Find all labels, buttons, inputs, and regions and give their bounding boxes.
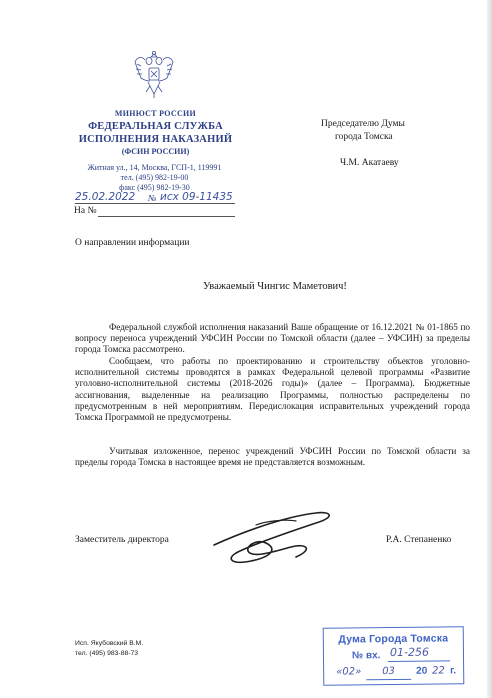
stamp-month-underline	[366, 679, 411, 680]
stamp-day: «02»	[336, 666, 362, 678]
sender-phone: тел. (495) 982-19-00	[120, 173, 189, 182]
salutation: Уважаемый Чингис Маметович!	[203, 281, 347, 292]
signatory-title: Заместитель директора	[75, 535, 169, 545]
letter-subject: О направлении информации	[75, 238, 190, 248]
recipient-name: Ч.М. Акатаеву	[340, 158, 399, 168]
body-paragraph-2: Сообщаем, что работы по проектированию и строительству объектов уголовно-исполнительной системы проводятся в рамках Федеральной целевой программы «Развитие уголовно-исполнительной системы (2018-2026 годы)» (далее – Программа). Бюджетные ассигнования, выделенные на реализацию Программы, полностью распределены по предусмотренным в ней мероприятиям. Передислокация исправительных учреждений города Томска Программой не предусмотрены.	[75, 356, 470, 423]
stamp-year-suffix: 22	[432, 665, 445, 677]
handwritten-signature	[196, 505, 346, 570]
reference-number-underline	[98, 216, 235, 217]
stamp-date	[336, 665, 461, 678]
stamp-title: Дума Города Томска	[338, 632, 449, 646]
body-paragraph-3: Учитывая изложенное, перенос учреждений УФСИН России по Томской области за пределы города Томска в настоящее время не представляется возможным.	[75, 446, 470, 468]
service-abbreviation: (ФСИН РОССИИ)	[121, 147, 190, 156]
reference-number-label: На №	[74, 206, 97, 216]
stamp-number-label: № вх.	[351, 650, 381, 662]
service-name-line2: ИСПОЛНЕНИЯ НАКАЗАНИЙ	[78, 134, 233, 145]
date-number-underline	[75, 203, 235, 204]
recipient-position: Председателю Думы	[321, 119, 405, 129]
scan-edge-shadow	[487, 0, 492, 698]
stamp-year-abbrev: г.	[450, 665, 457, 677]
ministry-name: МИНЮСТ РОССИИ	[114, 109, 197, 118]
executor-phone: тел. (495) 983-88-73	[75, 650, 139, 657]
service-name-line1: ФЕДЕРАЛЬНАЯ СЛУЖБА	[88, 121, 223, 132]
coat-of-arms-icon	[131, 48, 177, 100]
outgoing-number: исх 09-11435	[160, 191, 233, 203]
stamp-number-value: 01-256	[389, 645, 429, 660]
stamp-month: 03	[382, 665, 395, 678]
stamp-year-prefix: 20	[416, 665, 428, 677]
recipient-organization: города Томска	[335, 132, 393, 142]
body-paragraph-1: Федеральной службой исполнения наказаний Ваше обращение от 16.12.2021 № 01-1865 по вопросу переноса учреждений УФСИН России по Томской области (далее – УФСИН) за пределы города Томска рассмотрено.	[75, 322, 470, 355]
stamp-number-underline	[388, 660, 450, 662]
incoming-registration-stamp	[323, 626, 465, 685]
number-symbol: №	[148, 193, 157, 203]
sender-address: Житная ул., 14, Москва, ГСП-1, 119991	[87, 163, 222, 172]
signatory-name: Р.А. Степаненко	[386, 535, 452, 545]
outgoing-date: 25.02.2022	[75, 191, 136, 203]
executor-name: Исп. Якубовский В.М.	[75, 640, 144, 647]
sender-fax: факс (495) 982-19-30	[119, 183, 190, 192]
